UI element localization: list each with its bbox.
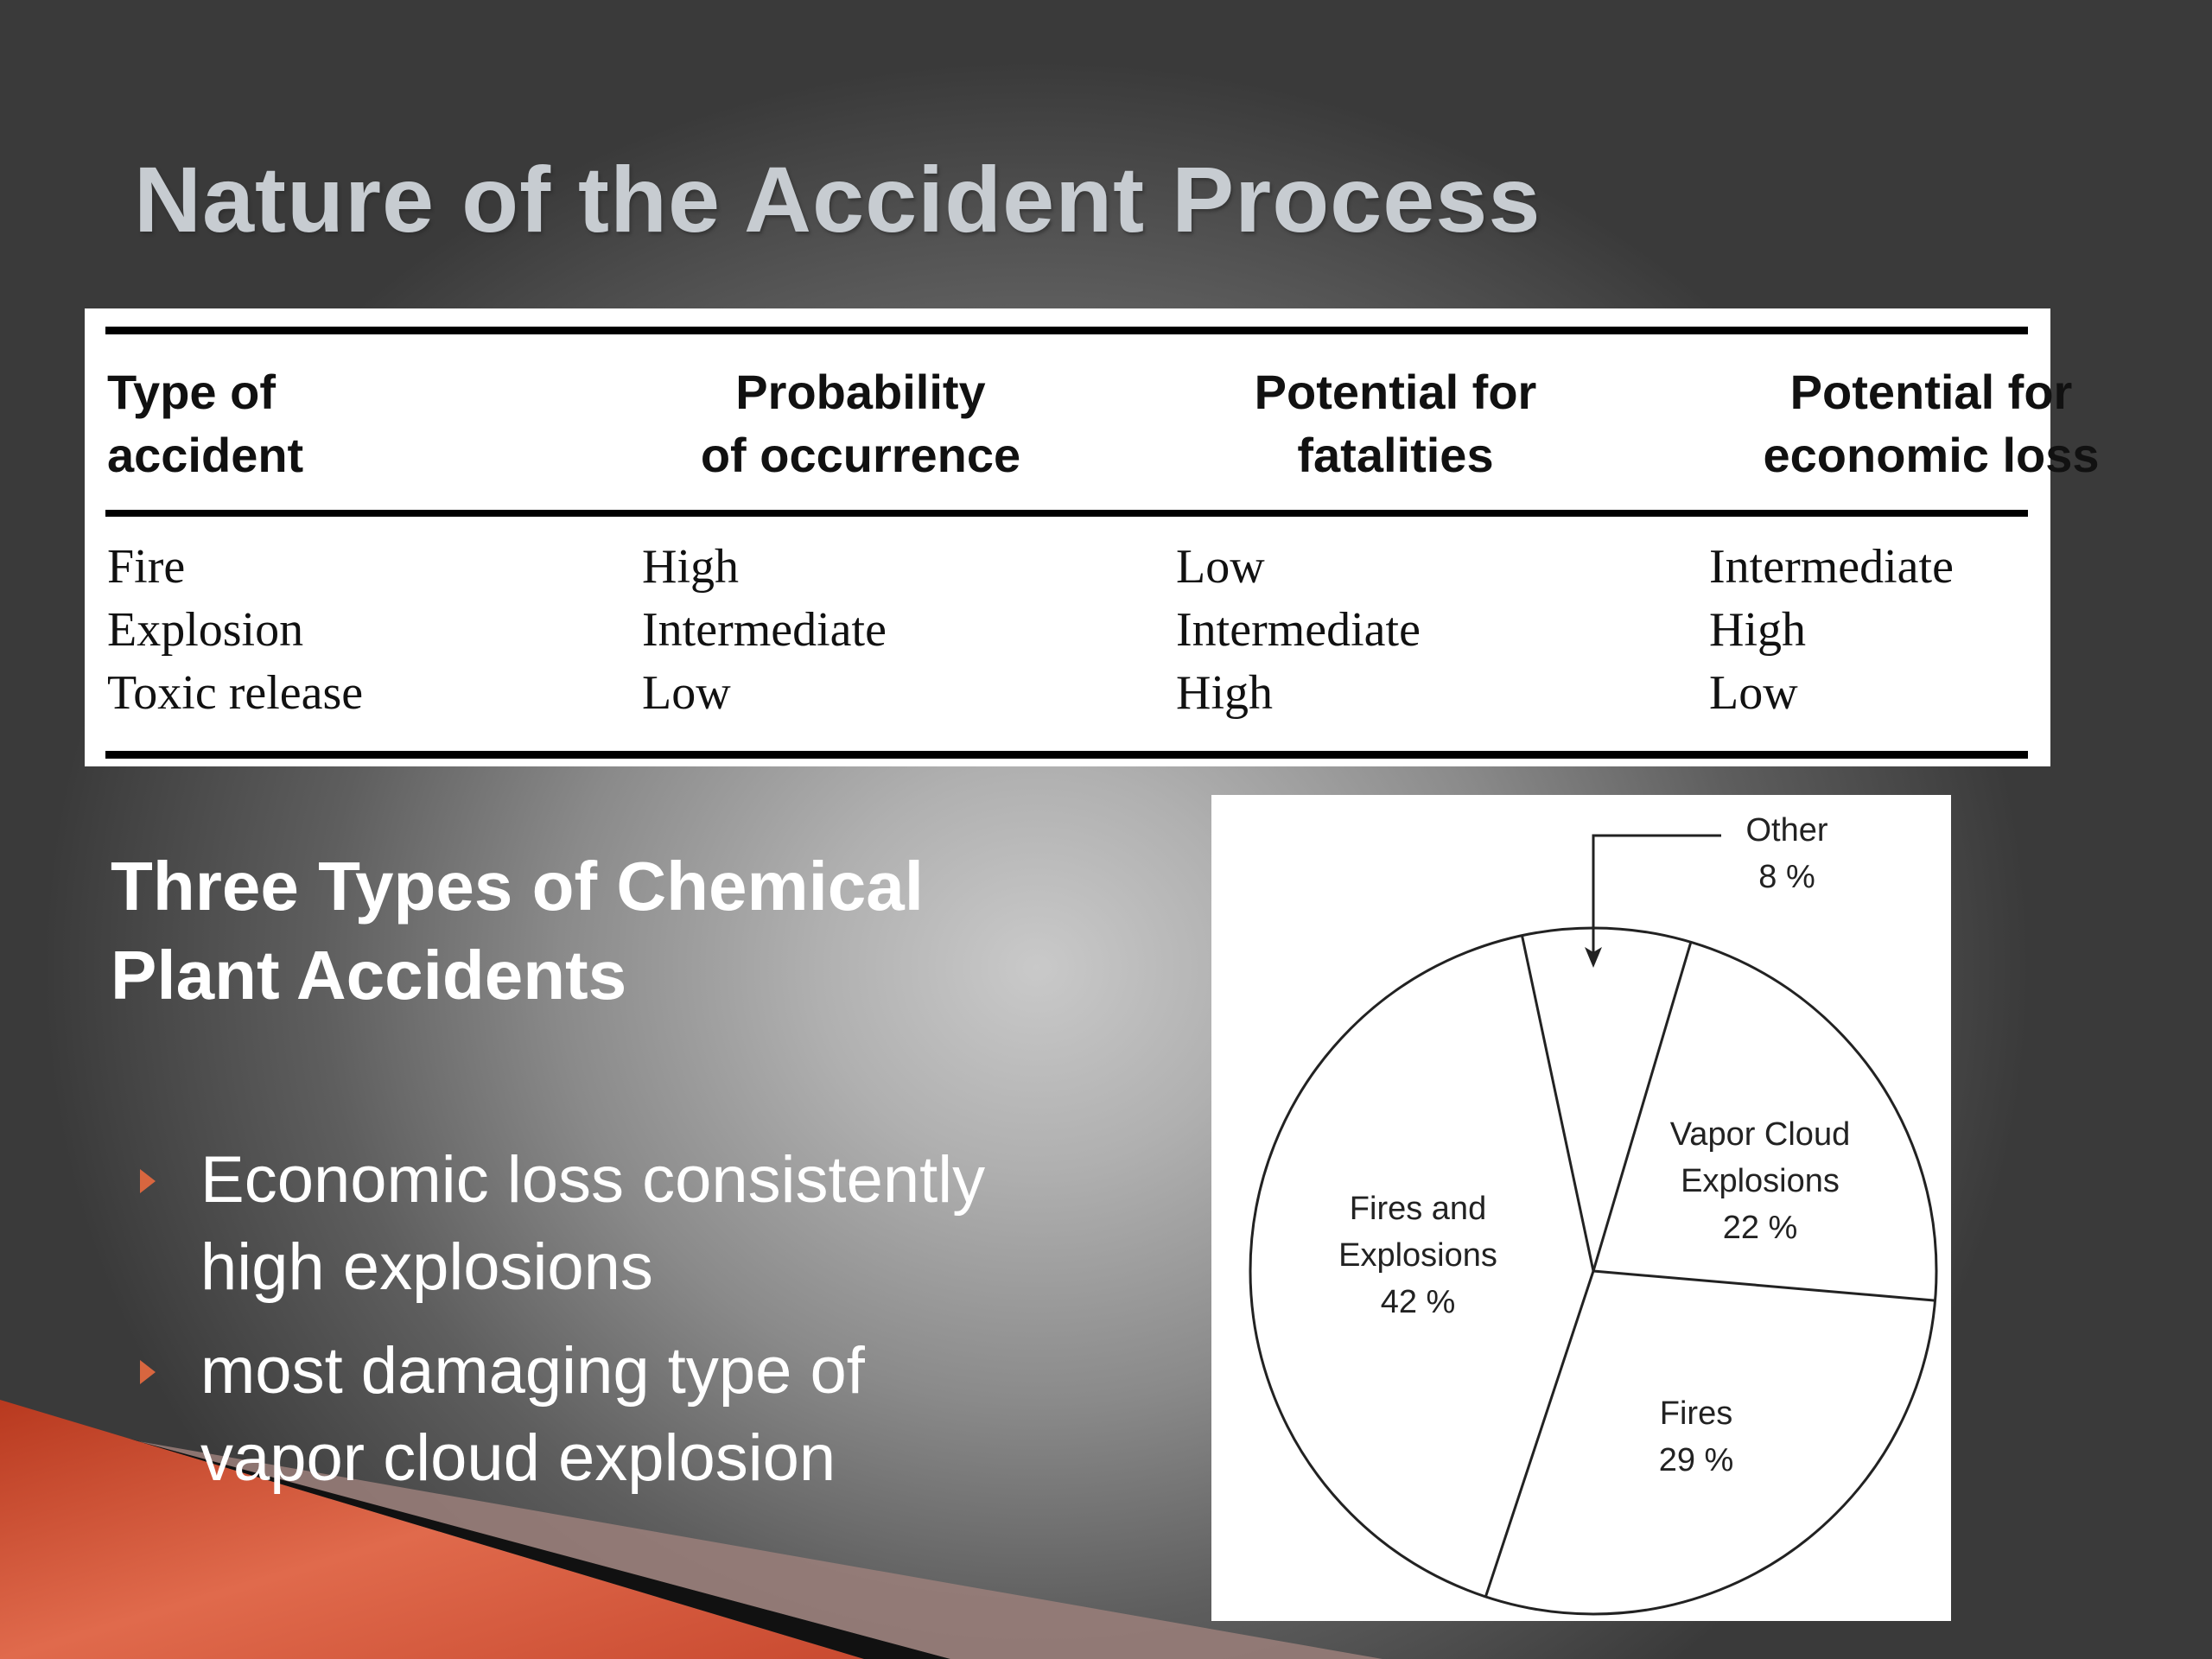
table-cell: Explosion	[107, 603, 304, 657]
label-fires-value: 29 %	[1658, 1442, 1734, 1478]
table-cell: Low	[642, 666, 731, 720]
label-other-value: 8 %	[1758, 859, 1815, 895]
header-fatalities: Potential for fatalities	[1254, 365, 1537, 482]
table-cell: Intermediate	[1709, 540, 1954, 594]
label-fe-name-2: Explosions	[1338, 1237, 1497, 1274]
table-cell: High	[642, 540, 739, 594]
label-vce-value: 22 %	[1722, 1210, 1798, 1246]
table-top-rule	[105, 327, 2028, 334]
table-cell: Intermediate	[642, 603, 887, 657]
table-cell: High	[1176, 666, 1273, 720]
header-probability: Probability of occurrence	[700, 365, 1021, 482]
table-cell: Low	[1176, 540, 1265, 594]
label-fires-name: Fires	[1659, 1395, 1733, 1432]
table-cell: Intermediate	[1176, 603, 1421, 657]
label-fe-value: 42 %	[1380, 1284, 1456, 1320]
pie-svg	[1211, 795, 1951, 1621]
header-type-of-accident: Type of accident	[107, 365, 304, 482]
bullet-arrow-icon	[140, 1169, 156, 1193]
bullet-item: Economic loss consistently high explosions	[138, 1136, 1175, 1311]
section-subheading: Three Types of Chemical Plant Accidents	[111, 848, 925, 1014]
bullet-list	[138, 1136, 1175, 1518]
label-vce-name-2: Explosions	[1681, 1163, 1840, 1199]
table-header-rule	[105, 510, 2028, 517]
accident-pie-chart	[1211, 795, 1951, 1621]
label-fe-name: Fires and	[1349, 1191, 1487, 1227]
bullet-item: most damaging type of vapor cloud explosion	[138, 1327, 1175, 1502]
table-cell: Low	[1709, 666, 1798, 720]
header-economic-loss: Potential for economic loss	[1763, 365, 2100, 482]
table-cell: Toxic release	[107, 666, 364, 720]
slide-title: Nature of the Accident Process	[134, 147, 1541, 251]
table-cell: High	[1709, 603, 1806, 657]
bullet-arrow-icon	[140, 1360, 156, 1384]
table-bottom-rule	[105, 751, 2028, 759]
table-cell: Fire	[107, 540, 186, 594]
label-vce-name: Vapor Cloud	[1669, 1116, 1851, 1153]
accident-table	[85, 308, 2100, 766]
label-other-name: Other	[1745, 812, 1828, 849]
